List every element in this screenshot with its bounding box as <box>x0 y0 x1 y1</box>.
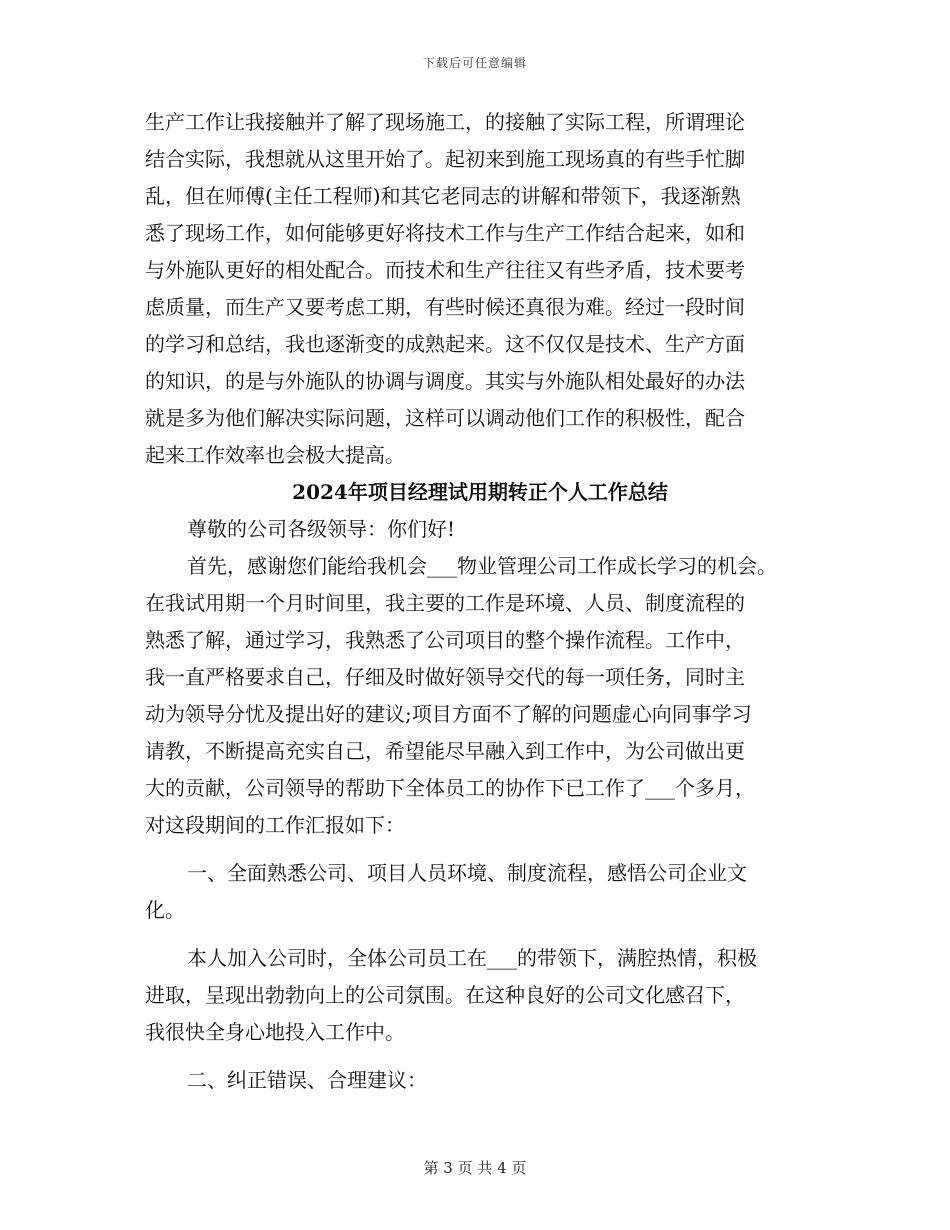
text-line: 动为领导分忧及提出好的建议;项目方面不了解的问题虚心向同事学习 <box>145 702 752 726</box>
paragraph-3 <box>145 948 815 1042</box>
document-title: 2024年项目经理试用期转正个人工作总结 <box>292 480 668 504</box>
document-body <box>145 112 815 1107</box>
text-line: 本人加入公司时，全体公司员工在___的带领下，满腔热情，积极 <box>187 946 757 970</box>
page-header: 下载后可任意编辑 <box>422 56 527 70</box>
paragraph-2 <box>145 556 815 835</box>
text-line: 悉了现场工作，如何能够更好将技术工作与生产工作结合起来，如和 <box>145 221 745 245</box>
text-line: 生产工作让我接触并了解了现场施工，的接触了实际工程，所谓理论 <box>145 110 745 134</box>
text-line: 虑质量，而生产又要考虑工期，有些时候还真很为难。经过一段时间 <box>145 295 745 319</box>
text-line: 就是多为他们解决实际问题，这样可以调动他们工作的积极性，配合 <box>145 406 745 430</box>
text-line: 起来工作效率也会极大提高。 <box>145 443 405 467</box>
section-heading-1 <box>145 863 815 920</box>
text-line: 进取，呈现出勃勃向上的公司氛围。在这种良好的公司文化感召下， <box>145 983 745 1007</box>
text-line: 乱，但在师傅(主任工程师)和其它老同志的讲解和带领下，我逐渐熟 <box>145 184 741 208</box>
text-line: 对这段期间的工作汇报如下： <box>145 813 405 837</box>
text-line: 的学习和总结，我也逐渐变的成熟起来。这不仅仅是技术、生产方面 <box>145 332 745 356</box>
text-line: 的知识，的是与外施队的协调与调度。其实与外施队相处最好的办法 <box>145 369 745 393</box>
text-line: 我一直严格要求自己，仔细及时做好领导交代的每一项任务，同时主 <box>145 665 745 689</box>
text-line: 结合实际，我想就从这里开始了。起初来到施工现场真的有些手忙脚 <box>145 147 745 171</box>
greeting: 尊敬的公司各级领导：你们好! <box>187 517 456 541</box>
text-line: 与外施队更好的相处配合。而技术和生产往往又有些矛盾，技术要考 <box>145 258 745 282</box>
text-line: 一、全面熟悉公司、项目人员环境、制度流程，感悟公司企业文 <box>187 861 747 885</box>
text-line: 熟悉了解，通过学习，我熟悉了公司项目的整个操作流程。工作中， <box>145 628 745 652</box>
text-line: 请教，不断提高充实自己，希望能尽早融入到工作中，为公司做出更 <box>145 739 745 763</box>
text-line: 大的贡献，公司领导的帮助下全体员工的协作下已工作了___个多月， <box>145 776 755 800</box>
text-line: 首先，感谢您们能给我机会___物业管理公司工作成长学习的机会。 <box>187 554 777 578</box>
page-footer: 第 3 页 共 4 页 <box>423 1159 527 1177</box>
text-line: 在我试用期一个月时间里，我主要的工作是环境、人员、制度流程的 <box>145 591 745 615</box>
text-line: 化。 <box>145 898 185 922</box>
paragraph-1 <box>145 112 815 465</box>
section-heading-2: 二、纠正错误、合理建议： <box>187 1068 427 1092</box>
text-line: 我很快全身心地投入工作中。 <box>145 1020 405 1044</box>
